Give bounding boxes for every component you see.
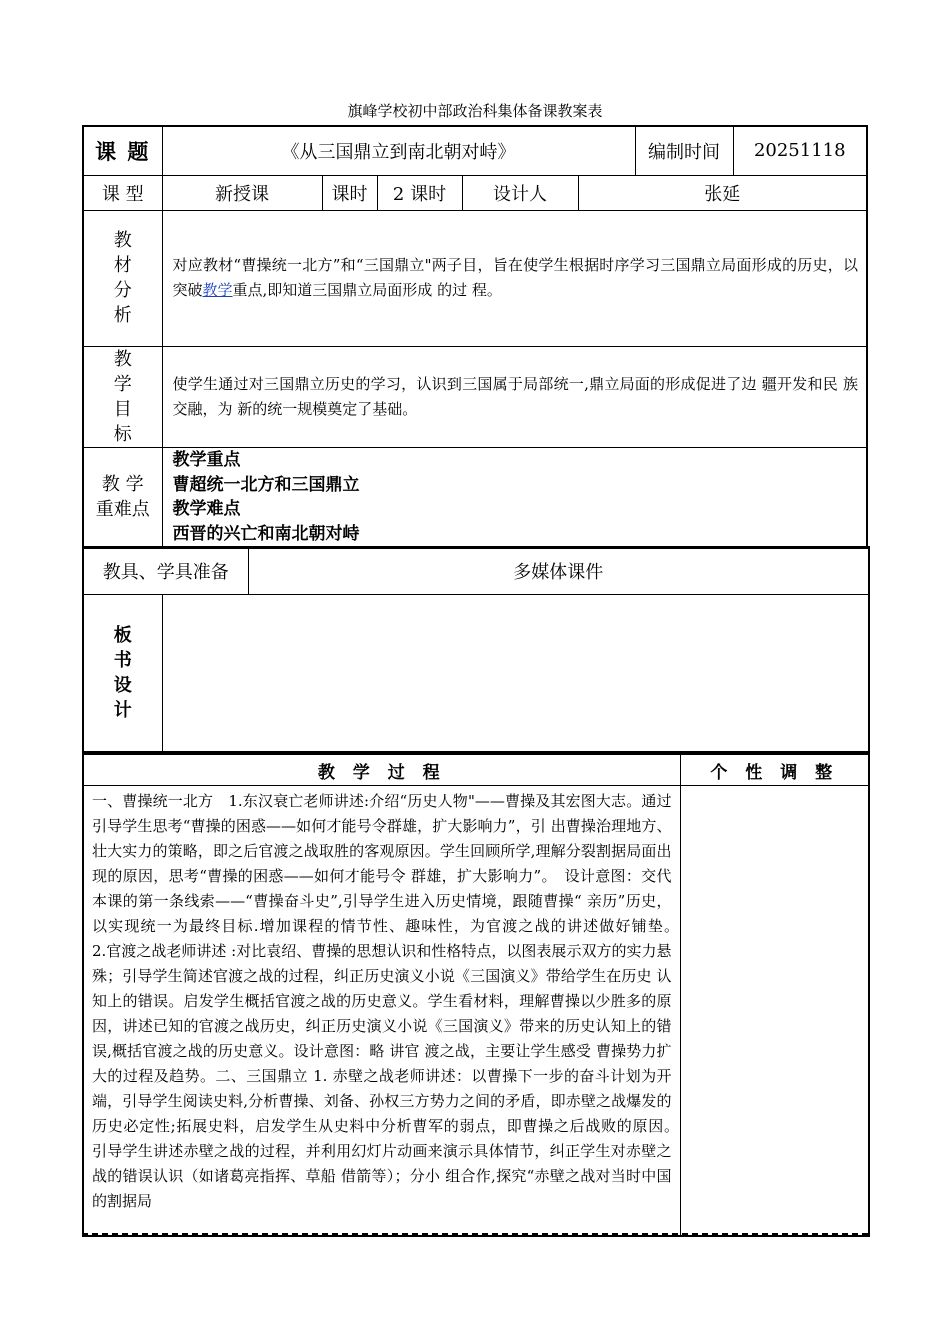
difficulty-text: 西晋的兴亡和南北朝对峙 — [172, 523, 360, 544]
adjust-area — [680, 786, 869, 1236]
type-value: 新授课 — [162, 175, 322, 210]
tools-label: 教具、学具准备 — [83, 547, 248, 594]
analysis-link[interactable]: 教学 — [202, 281, 233, 299]
tools-board-table — [82, 546, 870, 753]
analysis-label-char: 材 — [113, 255, 132, 276]
process-title: 教 学 过 程 — [83, 754, 680, 786]
page-break-line — [82, 1233, 868, 1240]
keypoints-label-line: 教 学 — [101, 474, 144, 496]
board-label-char: 设 — [113, 674, 132, 696]
type-label: 课 型 — [83, 175, 162, 210]
analysis-label — [83, 210, 162, 346]
tools-value: 多媒体课件 — [248, 547, 869, 594]
hours-label: 课时 — [322, 175, 377, 210]
keypoints-label-line: 重难点 — [95, 499, 150, 521]
analysis-label-char: 教 — [113, 230, 132, 251]
adjust-title: 个 性 调 整 — [680, 754, 869, 786]
process-text: 一、曹操统一北方 1.东汉衰亡老师讲述:介绍“历史人物"——曹操及其宏图大志。通过引导学生思考“曹操的困惑——如何才能号令群雄，扩大影响力”，引 出曹操治理地方、壮大实力的策略，即之后官渡之战取胜的客观原因。学生回顾所学,理解分裂割据局面出现的原因，思考“曹操的困惑——如何才能号令 群雄，扩大影响力”。 设计意图：交代本课的第一条线索——“曹操奋斗史”,引导学生进入历史情境，跟随曹操“ 亲历”历史，以实现统一为最终目标.增加课程的情节性、趣味性，为官渡之战的讲述做好铺垫。 2.官渡之战老师讲述 :对比袁绍、曹操的思想认识和性格特点，以图表展示双方的实力悬殊；引导学生简述官渡之战的过程，纠正历史演义小说《三国演义》带给学生在历史 认知上的错误。启发学生概括官渡之战的历史意义。学生看材料，理解曹操以少胜多的原 因，讲述已知的官渡之战历史，纠正历史演义小说《三国演义》带来的历史认知上的错误,概括官渡之战的历史意义。设计意图：略 讲官 渡之战，主要让学生感受 曹操势力扩大的过程及趋势。二、三国鼎立 1. 赤壁之战老师讲述：以曹操下一步的奋斗计划为开端，引导学生阅读史料,分析曹操、刘备、孙权三方势力之间的矛盾，即赤壁之战爆发的历史必定性;拓展史料，启发学生从史料中分析曹军的弱点，即曹操之后战败的原因。 引导学生讲述赤壁之战的过程，并利用幻灯片动画来演示具体情节，纠正学生对赤壁之战的错误认识（如诸葛亮指挥、草船 借箭等）；分小 组合作,探究“赤壁之战对当时中国的割据局 — [83, 786, 680, 1236]
lesson-info-table — [82, 125, 868, 549]
analysis-label-char: 析 — [113, 305, 132, 326]
difficulty-title: 教学难点 — [172, 499, 241, 520]
goals-label-char: 教 — [113, 348, 132, 370]
board-label — [83, 594, 162, 752]
board-label-char: 板 — [113, 624, 132, 646]
board-label-char: 计 — [113, 699, 132, 721]
focus-text: 曹超统一北方和三国鼎立 — [172, 474, 360, 495]
topic-value: 《从三国鼎立到南北朝对峙》 — [162, 126, 635, 175]
analysis-content — [162, 210, 867, 346]
goals-label — [83, 346, 162, 447]
goals-label-char: 目 — [113, 398, 132, 420]
date-value: 20251118 — [733, 126, 867, 175]
analysis-text-after: 重点,即知道三国鼎立局面形成 的过 程。 — [232, 281, 502, 299]
focus-title: 教学重点 — [172, 450, 241, 471]
document-title: 旗峰学校初中部政治科集体备课教案表 — [347, 102, 603, 120]
keypoints-content — [162, 447, 867, 548]
keypoints-label — [83, 447, 162, 548]
board-label-char: 书 — [113, 649, 132, 671]
topic-label: 课 题 — [83, 126, 162, 175]
analysis-label-char: 分 — [113, 280, 132, 301]
hours-value: 2 课时 — [377, 175, 462, 210]
analysis-text-before: 对应教材“曹操统一北方”和“三国鼎立"两子目，旨在使学生根据时序学习三国鼎立局面形成的历史，以突破 — [172, 256, 858, 299]
goals-label-char: 标 — [113, 423, 132, 445]
designer-value: 张延 — [578, 175, 867, 210]
board-design-area — [162, 594, 869, 752]
goals-label-char: 学 — [113, 373, 132, 395]
process-table — [82, 753, 870, 1237]
goals-text: 使学生通过对三国鼎立历史的学习，认识到三国属于局部统一,鼎立局面的形成促进了边 疆开发和民 族交融，为 新的统一规模奠定了基础。 — [162, 346, 867, 447]
date-label: 编制时间 — [635, 126, 733, 175]
designer-label: 设计人 — [462, 175, 578, 210]
